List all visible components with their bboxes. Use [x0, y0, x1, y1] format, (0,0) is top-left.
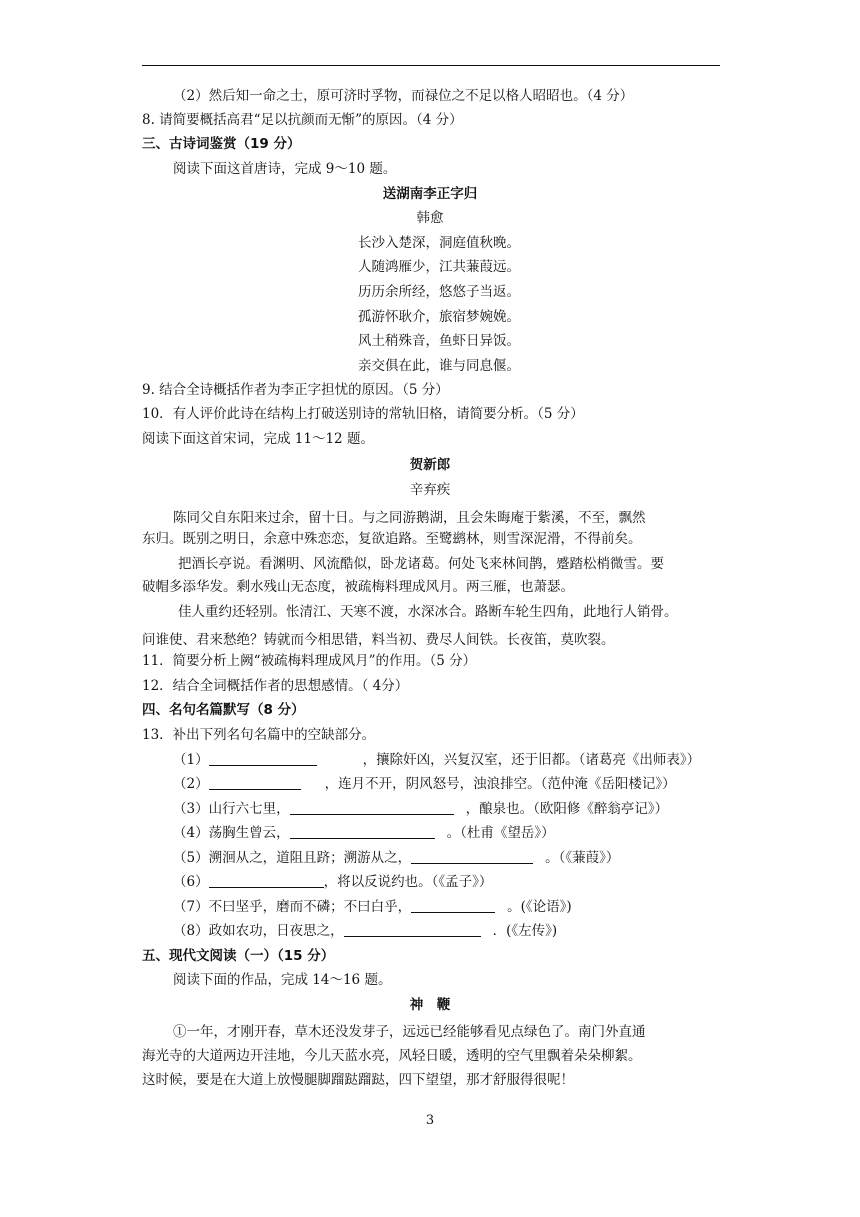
- poem-1-title: 送湖南李正字归: [382, 186, 478, 202]
- story-paragraph: 海光寺的大道两边开洼地，今儿天蓝水亮，风轻日暖，透明的空气里飘着朵朵柳絮。: [142, 1048, 642, 1064]
- fill-item-label: （1）: [173, 752, 209, 768]
- answer-blank[interactable]: [209, 775, 301, 790]
- fill-item-8: [173, 922, 557, 940]
- answer-blank[interactable]: [411, 849, 533, 864]
- fill-item-text: ，连月不开，阴风怒号，浊浪排空。（范仲淹《岳阳楼记》）: [324, 776, 676, 792]
- question-13: 13．补出下列名句名篇中的空缺部分。: [142, 727, 376, 743]
- fill-item-5: [173, 849, 619, 867]
- question-8: 8. 请简要概括高君“足以抗颜而无惭”的原因。（4 分）: [142, 112, 463, 128]
- fill-item-3: [173, 800, 668, 818]
- fill-item-4: [173, 824, 555, 842]
- story-paragraph: 这时候，要是在大道上放慢腿脚蹓跶蹓跶，四下望望，那才舒服得很呢！: [142, 1072, 574, 1088]
- fill-item-label: （4）荡胸生曾云，: [173, 825, 290, 841]
- fill-item-text: ，将以反说约也。（《孟子》）: [323, 874, 493, 890]
- fill-item-text: 。（《蒹葭》）: [545, 850, 620, 866]
- fill-item-text: ．(《左传》): [492, 923, 558, 939]
- fill-item-text: 。（杜甫《望岳》）: [446, 825, 555, 841]
- story-paragraph: ①一年，才刚开春，草木还没发芽子，远远已经能够看见点绿色了。南门外直通: [173, 1024, 646, 1040]
- poem-2-title: 贺新郎: [409, 457, 451, 473]
- poem-1-line: 亲交俱在此，谁与同息偃。: [358, 358, 520, 374]
- story-title: 神 鞭: [409, 997, 451, 1013]
- question-10: 10．有人评价此诗在结构上打破送别诗的常轨旧格，请简要分析。（5 分）: [142, 406, 584, 422]
- question-12: 12．结合全词概括作者的思想感情。（ 4分）: [142, 678, 409, 694]
- poem-1-line: 长沙入楚深，洞庭值秋晚。: [358, 235, 520, 251]
- question-7-2: （2）然后知一命之士，原可济时孚物，而禄位之不足以格人昭昭也。（4 分）: [173, 88, 634, 104]
- fill-item-label: （6）: [173, 874, 209, 890]
- poem-2-preface: 东归。既别之明日，余意中殊恋恋，复欲追路。至鹭鹚林，则雪深泥滑，不得前矣。: [142, 531, 642, 547]
- poem-1-line: 孤游怀耿介，旅宿梦婉娩。: [358, 309, 520, 325]
- page-number: 3: [425, 1113, 435, 1128]
- poem-1-line: 风土稍殊音，鱼虾日异饭。: [358, 333, 520, 349]
- poem-2-text: 破帽多添华发。剩水残山无态度，被疏梅料理成风月。两三雁，也萧瑟。: [142, 579, 574, 595]
- poem-1-author: 韩愈: [416, 210, 444, 226]
- poem-2-text: 把酒长亭说。看渊明、风流酷似，卧龙诸葛。何处飞来林间鹊，蹙踏松梢微雪。要: [178, 556, 664, 572]
- answer-blank[interactable]: [209, 751, 317, 766]
- section-5-heading: 五、现代文阅读（一）（15 分）: [142, 948, 335, 964]
- poem-1-line: 历历余所经，悠悠子当返。: [358, 284, 520, 300]
- fill-item-2: [173, 775, 676, 793]
- poem-2-text: 问谁使、君来愁绝？铸就而今相思错，料当初、费尽人间铁。长夜笛，莫吹裂。: [142, 632, 615, 648]
- fill-item-text: ，酿泉也。（欧阳修《醉翁亭记》）: [465, 801, 669, 817]
- answer-blank[interactable]: [290, 824, 435, 839]
- fill-item-7: [173, 898, 572, 916]
- poem-2-text: 佳人重约还轻别。怅清江、天寒不渡，水深冰合。路断车轮生四角，此地行人销骨。: [178, 604, 678, 620]
- question-9: 9. 结合全诗概括作者为李正字担忧的原因。（5 分）: [142, 382, 449, 398]
- fill-item-label: （8）政如农功，日夜思之，: [173, 923, 344, 939]
- poem-2-author: 辛弃疾: [409, 482, 451, 498]
- instruction-14-16: 阅读下面的作品，完成 14～16 题。: [173, 972, 392, 988]
- answer-blank[interactable]: [411, 898, 495, 913]
- fill-item-label: （2）: [173, 776, 209, 792]
- fill-item-label: （7）不曰坚乎，磨而不磷；不曰白乎，: [173, 899, 412, 915]
- answer-blank[interactable]: [344, 922, 481, 937]
- fill-item-label: （3）山行六七里，: [173, 801, 290, 817]
- section-4-heading: 四、名句名篇默写（8 分）: [142, 702, 305, 718]
- question-11: 11．简要分析上阙“被疏梅料理成风月”的作用。（5 分）: [142, 653, 477, 669]
- instruction-9-10: 阅读下面这首唐诗，完成 9～10 题。: [173, 161, 397, 177]
- poem-1-line: 人随鸿雁少，江共蒹葭远。: [358, 259, 520, 275]
- fill-item-1: [173, 751, 700, 769]
- header-rule: [142, 65, 720, 66]
- poem-2-preface: 陈同父自东阳来过余，留十日。与之同游鹅湖，且会朱晦庵于紫溪，不至，飘然: [173, 510, 646, 526]
- answer-blank[interactable]: [209, 873, 324, 888]
- instruction-11-12: 阅读下面这首宋词，完成 11～12 题。: [142, 431, 374, 447]
- section-3-heading: 三、古诗词鉴赏（19 分）: [142, 136, 301, 152]
- fill-item-text: 。(《论语》): [507, 899, 572, 915]
- fill-item-label: （5）溯洄从之，道阻且跻；溯游从之，: [173, 850, 412, 866]
- answer-blank[interactable]: [290, 800, 454, 815]
- fill-item-6: [173, 873, 492, 891]
- fill-item-text: ，攘除奸凶，兴复汉室，还于旧都。（诸葛亮《出师表》）: [362, 752, 701, 768]
